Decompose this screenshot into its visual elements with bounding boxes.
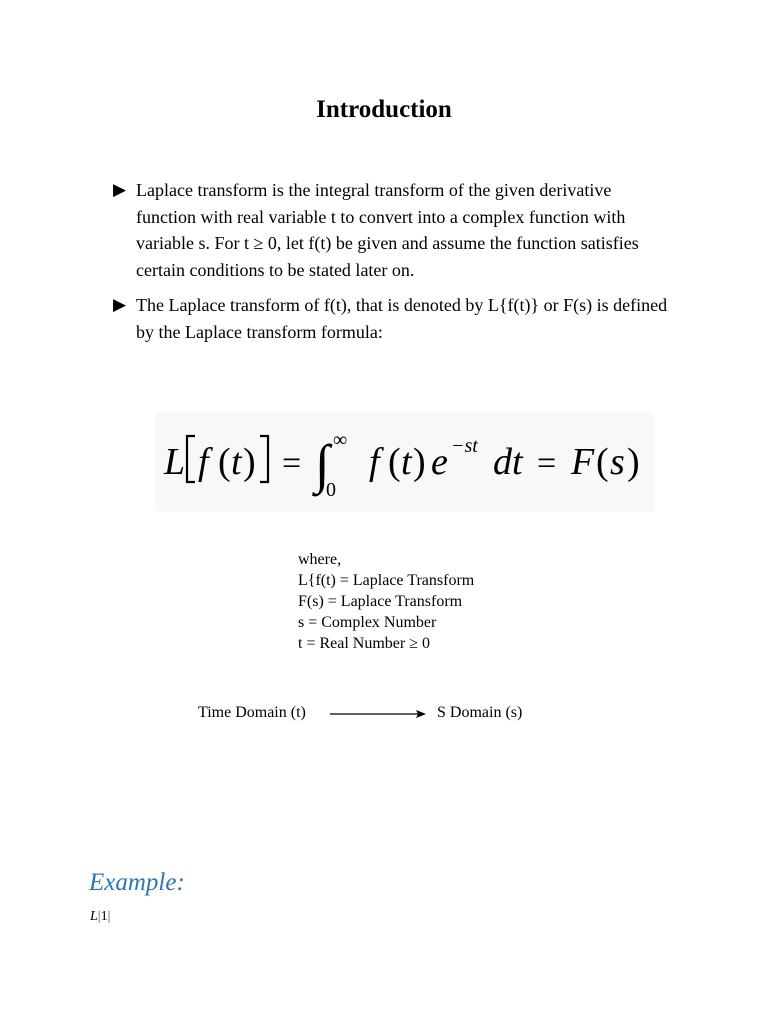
integrand-close-paren: ) [413, 441, 426, 483]
triangle-bullet-icon: ▶ [113, 180, 127, 199]
s-domain-label: S Domain (s) [437, 704, 523, 721]
right-arrow-icon [330, 707, 426, 721]
formula-open-paren: ( [218, 441, 231, 483]
formula-exponent: −st [451, 435, 478, 457]
example-heading: Example: [89, 869, 185, 896]
formula-F-open-paren: ( [596, 441, 609, 483]
integral-upper-limit: ∞ [333, 429, 348, 451]
formula-close-paren: ) [243, 441, 256, 483]
formula-dt: dt [493, 441, 523, 483]
example-right-bar: | [107, 909, 111, 924]
triangle-bullet-icon: ▶ [113, 295, 127, 314]
formula-s: s [610, 441, 625, 483]
bullet-text-2: The Laplace transform of f(t), that is denoted by L{f(t)} or F(s) is defined by the Laplace transform formula: [136, 295, 668, 342]
formula-e: e [431, 441, 448, 483]
definitions-list [298, 549, 474, 654]
integrand-t: t [401, 441, 412, 483]
formula-left-bracket [187, 436, 195, 482]
formula-f: f [198, 441, 209, 483]
integrand-open-paren: ( [388, 441, 401, 483]
formula-t: t [231, 441, 242, 483]
bullet-item-2 [113, 292, 673, 345]
formula-equals-2: = [537, 445, 557, 482]
formula-right-bracket [260, 436, 268, 482]
time-domain-label: Time Domain (t) [198, 704, 306, 721]
example-expression [90, 908, 110, 926]
page-title: Introduction [316, 96, 452, 123]
definition-item: L{f(t) = Laplace Transform [298, 572, 475, 589]
integrand-f: f [369, 441, 380, 483]
formula-L: L [164, 441, 186, 483]
definition-item: s = Complex Number [298, 614, 437, 631]
formula-F-close-paren: ) [627, 441, 640, 483]
definition-item: F(s) = Laplace Transform [298, 593, 463, 610]
laplace-formula [155, 412, 655, 512]
integral-sign: ∫ [315, 434, 330, 494]
formula-equals-1: = [282, 445, 302, 482]
definitions-where: where, [298, 551, 342, 568]
integral-lower-limit: 0 [326, 479, 336, 501]
bullet-text-1: Laplace transform is the integral transform of the given derivative function with real variable t to convert into a complex function with variable s. For t ≥ 0, let f(t) be given and assume the function satisfies certain conditions to be stated later on. [136, 180, 639, 280]
example-left-bar: | [97, 909, 101, 924]
example-L-symbol: L [90, 909, 98, 924]
formula-F: F [571, 441, 595, 483]
definition-item: t = Real Number ≥ 0 [298, 635, 430, 652]
example-value: 1 [100, 909, 108, 924]
bullet-item-1 [113, 177, 673, 283]
